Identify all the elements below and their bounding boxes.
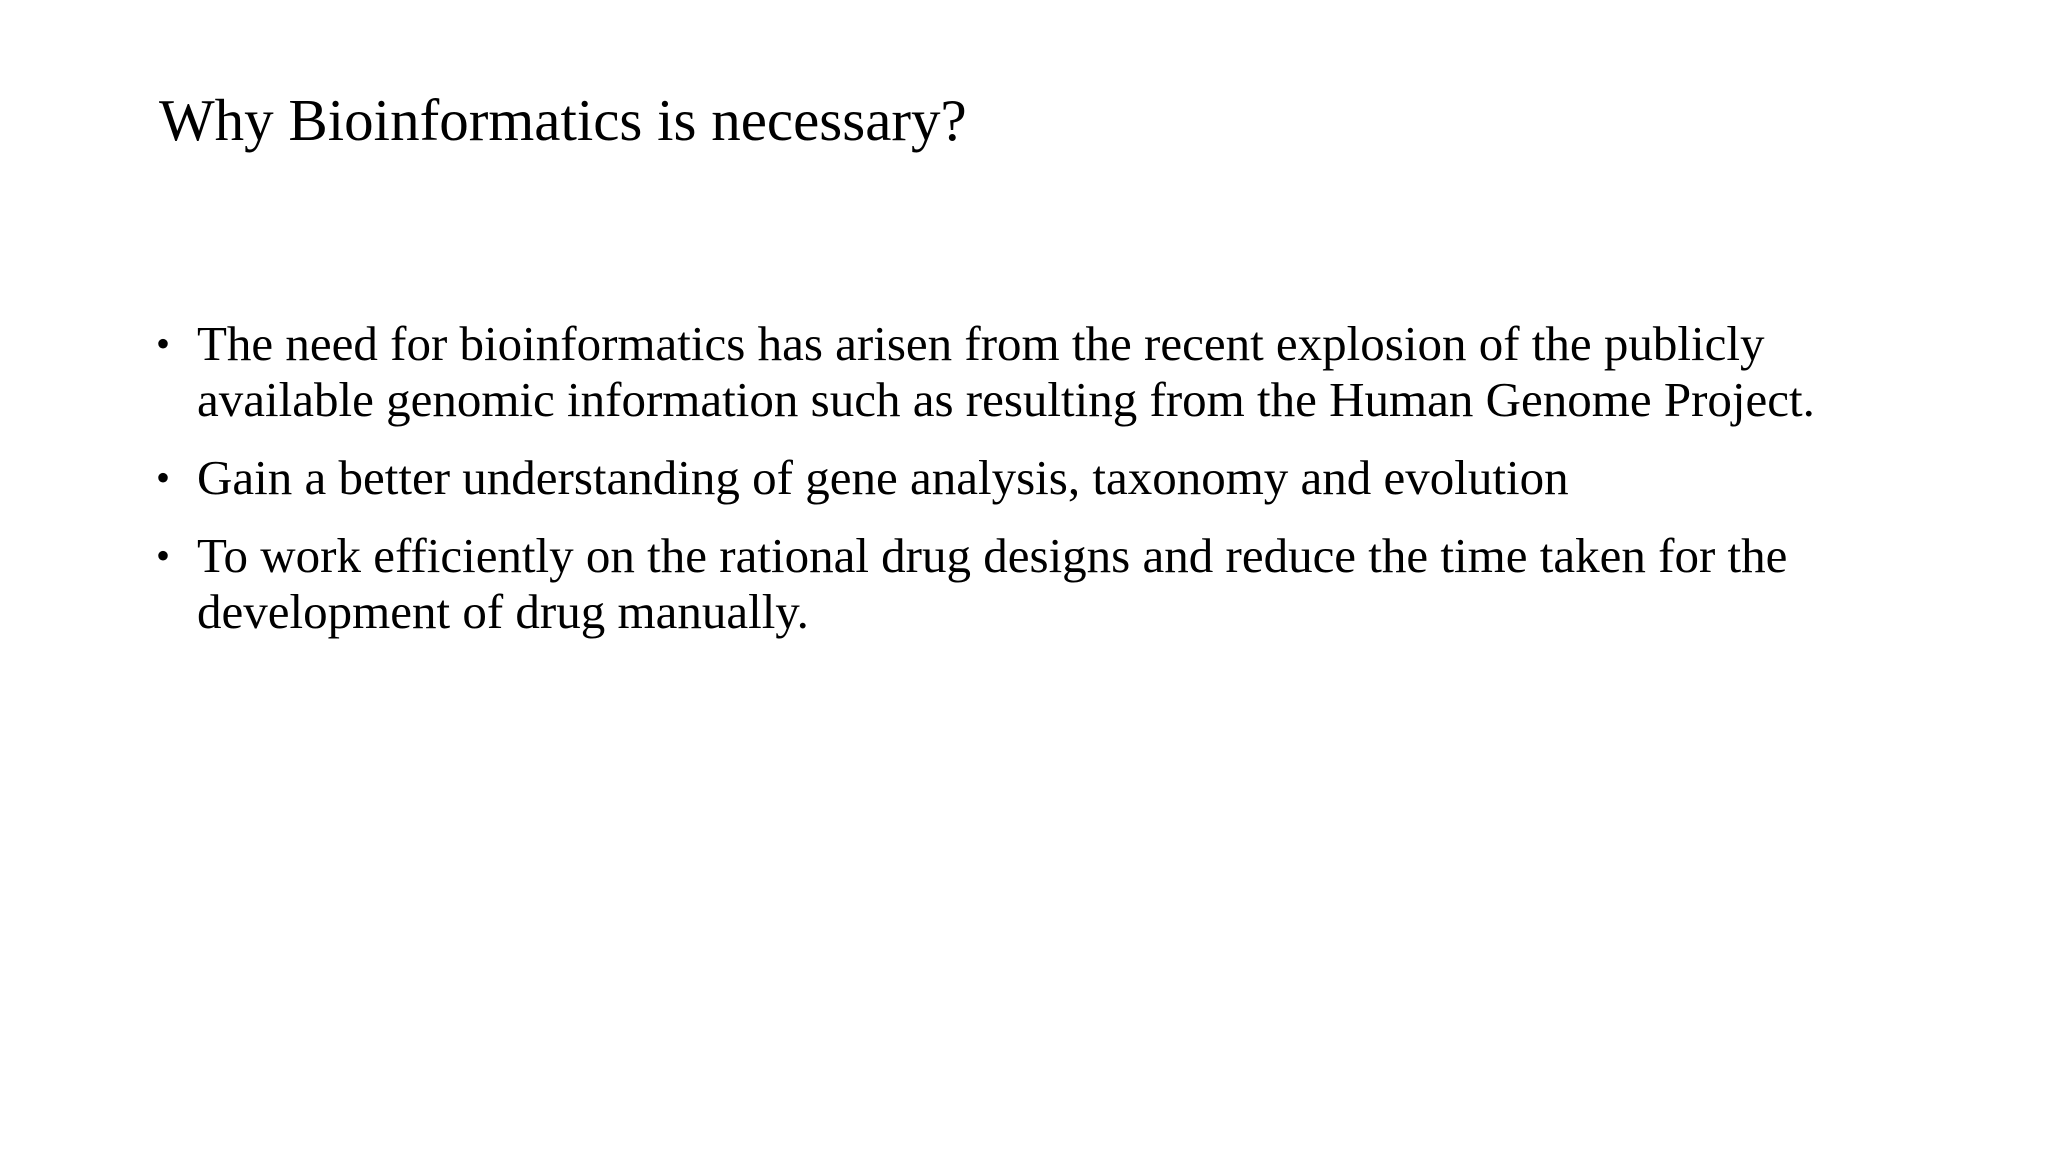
bullet-item	[150, 450, 1930, 506]
bullet-text: Gain a better understanding of gene analysis, taxonomy and evolution	[197, 450, 1569, 505]
bullet-dot-icon: •	[156, 321, 171, 366]
bullet-text: To work efficiently on the rational drug designs and reduce the time taken for the development of drug manually.	[197, 528, 1788, 639]
bullet-item	[150, 316, 1930, 428]
bullet-item	[150, 528, 1930, 640]
bullet-list	[150, 316, 1930, 662]
bullet-dot-icon: •	[156, 533, 171, 578]
slide-title: Why Bioinformatics is necessary?	[159, 87, 967, 153]
bullet-text: The need for bioinformatics has arisen from the recent explosion of the publicly available genomic information such as resulting from the Human Genome Project.	[197, 316, 1815, 427]
bullet-dot-icon: •	[156, 455, 171, 500]
